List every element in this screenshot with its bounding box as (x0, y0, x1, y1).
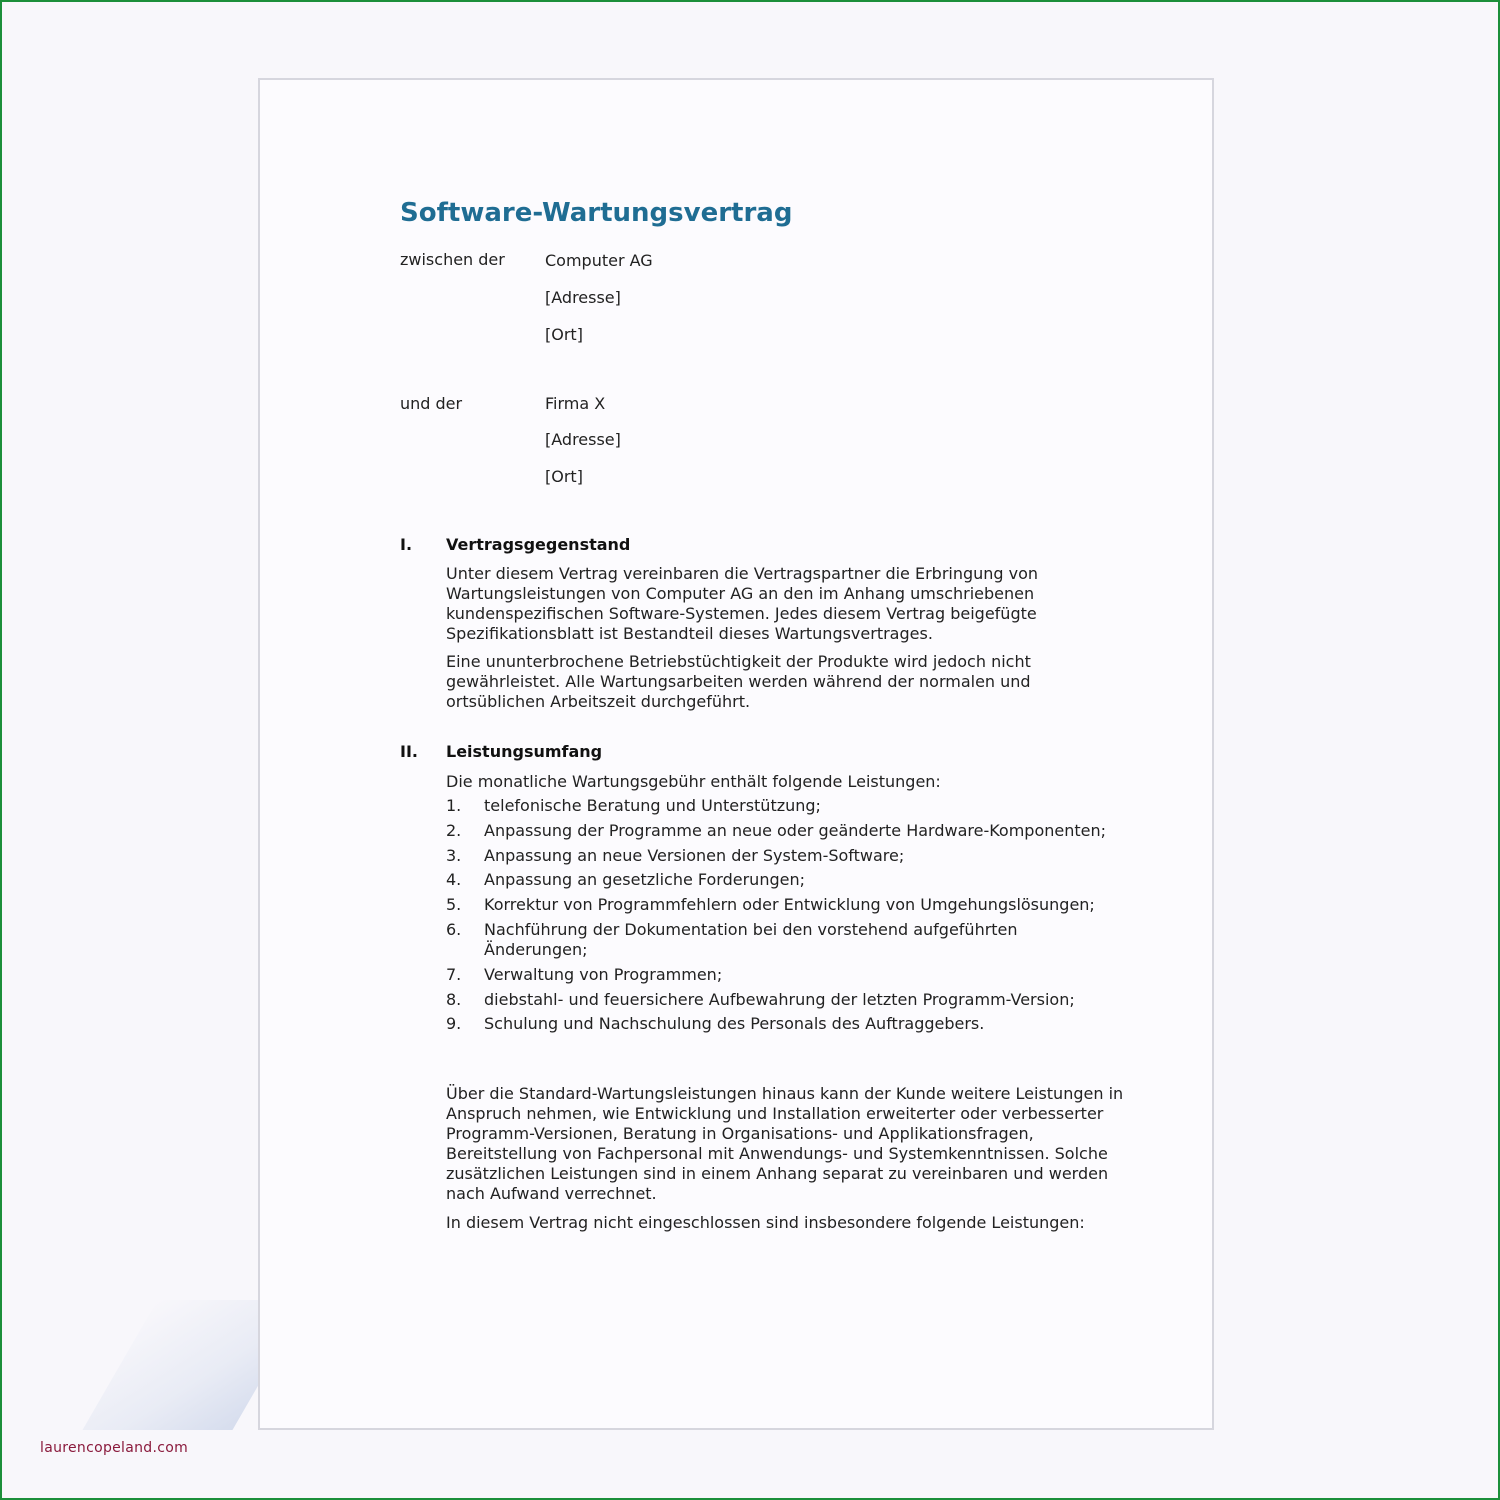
list-item-number: 7. (446, 964, 462, 984)
list-item-text: Anpassung der Programme an neue oder geänderte Hardware-Komponenten; (484, 820, 1107, 840)
document-title: Software-Wartungsvertrag (400, 198, 793, 228)
list-item (446, 846, 1126, 866)
party1-label: zwischen der (400, 250, 505, 269)
watermark-text: laurencopeland.com (40, 1440, 189, 1456)
party2-city: [Ort] (545, 467, 583, 486)
list-item-number: 6. (446, 919, 462, 939)
list-item (446, 796, 1126, 816)
list-item-text: Anpassung an gesetzliche Forderungen; (484, 870, 805, 890)
list-item-text: Verwaltung von Programmen; (484, 964, 723, 984)
section-1-paragraph-1: Unter diesem Vertrag vereinbaren die Vertragspartner die Erbringung von Wartungsleistungen von Computer AG an den im Anhang umschriebenen kundenspezifischen Software-Systemen. Jedes diesem Vertrag beigefügte Spezifikationsblatt ist Bestandteil dieses Wartungsvertrages. (446, 564, 1039, 643)
section-1-paragraph-2: Eine ununterbrochene Betriebstüchtigkeit der Produkte wird jedoch nicht gewährleistet. Alle Wartungsarbeiten werden während der normalen und ortsüblichen Arbeitszeit durchgeführt. (446, 652, 1031, 711)
party2-label: und der (400, 394, 463, 413)
list-item (446, 965, 1126, 985)
list-item (446, 920, 1126, 960)
list-item (446, 1014, 1126, 1034)
list-item-text: Schulung und Nachschulung des Personals des Auftraggebers. (484, 1014, 985, 1034)
section-1-title: Vertragsgegenstand (446, 535, 631, 554)
list-item-text: Anpassung an neue Versionen der System-Software; (484, 845, 905, 865)
list-item-text: Nachführung der Dokumentation bei den vorstehend aufgeführten Änderungen; (484, 919, 1018, 959)
party1-city: [Ort] (545, 325, 583, 344)
party2-address: [Adresse] (545, 430, 621, 449)
list-item (446, 895, 1126, 915)
section-2-paragraph-2: In diesem Vertrag nicht eingeschlossen sind insbesondere folgende Leistungen: (446, 1213, 1085, 1232)
party1-name: Computer AG (545, 251, 653, 270)
section-2-title: Leistungsumfang (446, 742, 603, 761)
list-item-number: 3. (446, 845, 462, 865)
list-item-text: Korrektur von Programmfehlern oder Entwicklung von Umgehungslösungen; (484, 895, 1095, 915)
list-item-number: 2. (446, 820, 462, 840)
list-item-text: telefonische Beratung und Unterstützung; (484, 796, 821, 815)
list-item-number: 5. (446, 895, 462, 915)
services-list (446, 796, 1126, 1039)
party1-address: [Adresse] (545, 288, 621, 307)
section-2-intro: Die monatliche Wartungsgebühr enthält folgende Leistungen: (446, 772, 941, 791)
list-item (446, 990, 1126, 1010)
list-item-number: 1. (446, 796, 462, 815)
section-2-number: II. (400, 742, 418, 761)
document-page (258, 78, 1214, 1430)
section-2-paragraph-1: Über die Standard-Wartungsleistungen hinaus kann der Kunde weitere Leistungen in Anspruch nehmen, wie Entwicklung und Installation erweiterter oder verbesserter Programm-Versionen, Beratung in Organisations- und Applikationsfragen, Bereitstellung von Fachpersonal mit Anwendungs- und Systemkenntnissen. Solche zusätzlichen Leistungen sind in einem Anhang separat zu vereinbaren und werden nach Aufwand verrechnet. (446, 1084, 1124, 1203)
list-item-number: 9. (446, 1014, 462, 1034)
party2-name: Firma X (545, 394, 606, 413)
list-item (446, 821, 1126, 841)
list-item-text: diebstahl- und feuersichere Aufbewahrung der letzten Programm-Version; (484, 989, 1075, 1009)
list-item-number: 4. (446, 870, 462, 890)
list-item (446, 870, 1126, 890)
section-1-number: I. (400, 535, 413, 554)
list-item-number: 8. (446, 989, 462, 1009)
